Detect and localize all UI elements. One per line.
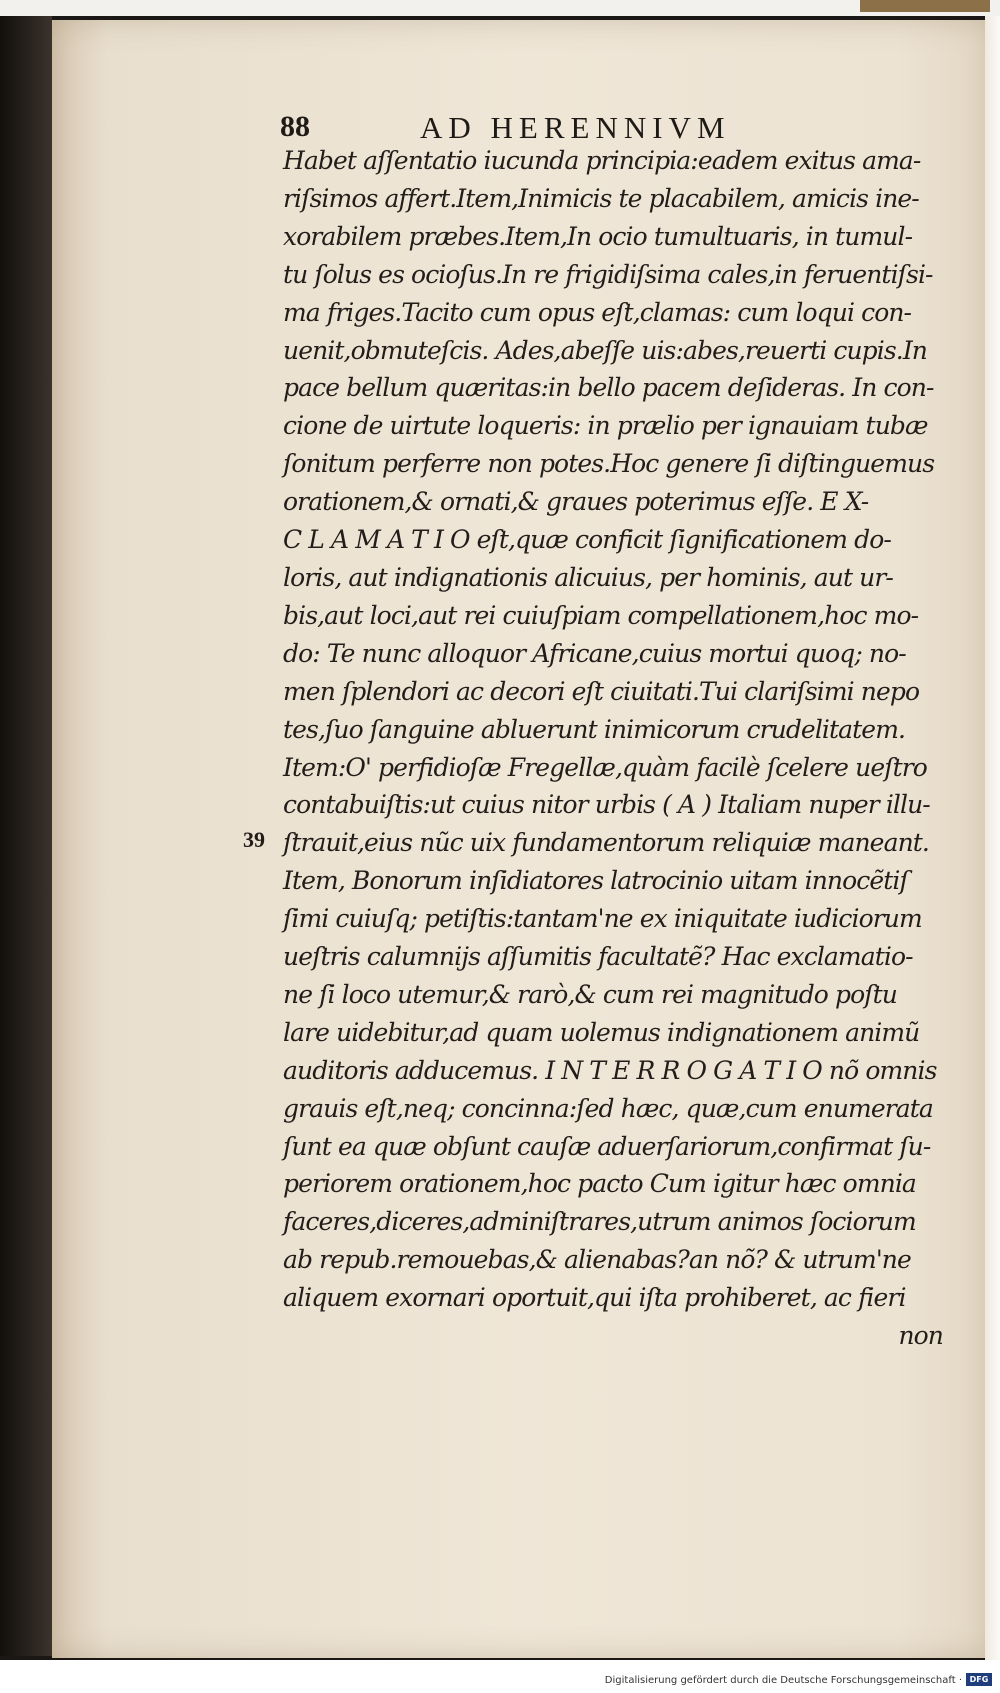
text-line: riſsimos affert.Item,Inimicis te placabilem, amicis ine- — [283, 183, 919, 213]
text-line: ſimi cuiuſq; petiſtis:tantam'ne ex iniquitate iudiciorum — [283, 904, 922, 934]
text-line: ſonitum perferre non potes.Hoc genere ſi diſtinguemus — [283, 449, 935, 479]
text-line: contabuiſtis:ut cuius nitor urbis ( A ) Italiam nuper illu- — [283, 790, 930, 820]
text-line: xorabilem præbes.Item,In ocio tumultuaris, in tumul- — [283, 221, 913, 251]
text-line: tes,ſuo ſanguine abluerunt inimicorum crudelitatem. — [283, 714, 906, 744]
text-line: ne ſi loco utemur,& rarò,& cum rei magnitudo poſtu — [283, 979, 897, 1009]
text-line: lare uidebitur,ad quam uolemus indignationem animũ — [283, 1017, 920, 1047]
text-line: ſunt ea quæ obſunt cauſæ aduerſariorum,confirmat ſu- — [283, 1131, 931, 1161]
text-line: auditoris adducemus. I N T E R R O G A T I O nõ omnis — [283, 1055, 937, 1085]
text-line: men ſplendori ac decori eſt ciuitati.Tui clariſsimi nepo — [283, 676, 920, 706]
text-line: faceres,diceres,adminiſtrares,utrum animos ſociorum — [283, 1207, 916, 1237]
catchword: non — [898, 1321, 943, 1351]
scan-book-edge — [860, 0, 990, 12]
text-line: uenit,obmuteſcis. Ades,abeſſe uis:abes,reuerti cupis.In — [283, 335, 928, 365]
text-line: ſtrauit,eius nũc uix fundamentorum reliquiæ maneant. — [283, 828, 929, 858]
text-line: Habet aſſentatio iucunda principia:eadem exitus ama- — [283, 146, 921, 175]
running-title: AD HERENNIVM — [420, 110, 731, 145]
book-spine-shadow — [0, 16, 52, 1656]
text-line: pace bellum quæritas:in bello pacem deſideras. In con- — [283, 373, 934, 403]
digitization-credit: Digitalisierung gefördert durch die Deutsche Forschungsgemeinschaft · — [604, 1675, 962, 1686]
body-text — [283, 142, 943, 1355]
text-line: periorem orationem,hoc pacto Cum igitur hæc omnia — [283, 1169, 916, 1199]
page-number: 88 — [280, 110, 310, 143]
text-line: bis,aut loci,aut rei cuiuſpiam compellationem,hoc mo- — [283, 600, 919, 630]
text-line: aliquem exornari oportuit,qui iſta prohiberet, ac fieri — [283, 1283, 906, 1313]
dfg-logo-icon: DFG — [966, 1673, 992, 1686]
text-line: ueſtris calumnijs aſſumitis facultatẽ? Hac exclamatio- — [283, 942, 913, 972]
text-line: cione de uirtute loqueris: in prælio per ignauiam tubæ — [283, 411, 928, 441]
text-line: grauis eſt,neq; concinna:ſed hæc, quæ,cum enumerata — [283, 1093, 933, 1123]
scan-top-margin — [0, 0, 1000, 16]
marginal-section-number: 39 — [243, 827, 265, 852]
text-line: ab repub.remouebas,& alienabas?an nõ? & utrum'ne — [283, 1245, 911, 1275]
text-line: loris, aut indignationis alicuius, per hominis, aut ur- — [283, 562, 893, 592]
text-line: do: Te nunc alloquor Africane,cuius mortui quoq; no- — [283, 638, 906, 668]
page-right-edge — [985, 16, 1000, 1661]
text-line: Item:O' perfidioſæ Fregellæ,quàm facilè ſcelere ueſtro — [283, 752, 927, 782]
text-line: orationem,& ornati,& graues poterimus eſſe. E X- — [283, 487, 869, 517]
text-line: C L A M A T I O eſt,quæ conficit ſignificationem do- — [283, 525, 891, 555]
text-line: tu ſolus es ocioſus.In re frigidiſsima cales,in feruentiſsi- — [283, 259, 933, 289]
text-line: ma friges.Tacito cum opus eſt,clamas: cum loqui con- — [283, 297, 912, 327]
text-line: Item, Bonorum inſidiatores latrocinio uitam innocẽtiſ — [283, 866, 908, 896]
